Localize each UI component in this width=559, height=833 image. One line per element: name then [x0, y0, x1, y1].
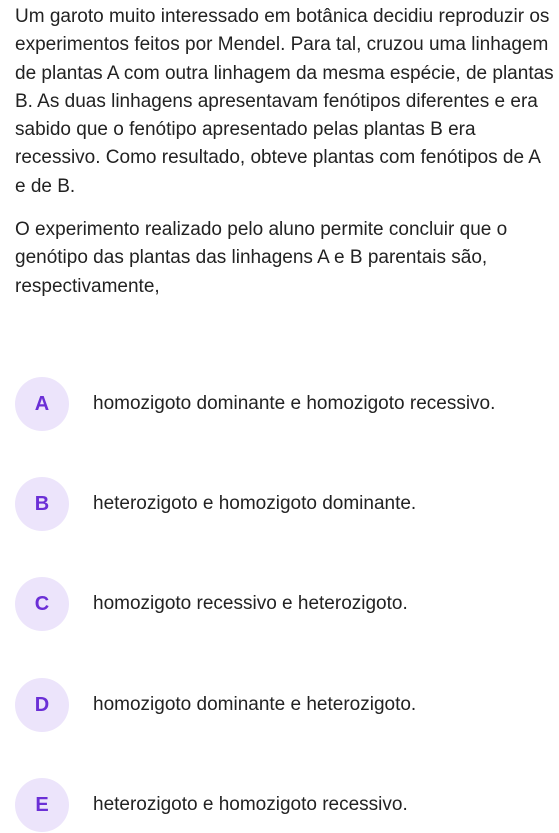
option-b-letter-badge: B: [15, 477, 69, 531]
option-c[interactable]: [15, 576, 550, 632]
option-c-letter-badge: C: [15, 577, 69, 631]
option-d-text: homozigoto dominante e heterozigoto.: [93, 694, 417, 715]
option-b[interactable]: [15, 476, 550, 532]
option-d-letter-badge: D: [15, 678, 69, 732]
question-paragraph-2: O experimento realizado pelo aluno permite concluir que o genótipo das plantas das linhagens A e B parentais são, respectivamente,: [15, 219, 508, 297]
option-e-text: heterozigoto e homozigoto recessivo.: [93, 794, 408, 815]
option-e-letter-badge: E: [15, 778, 69, 832]
option-a-letter-badge: A: [15, 377, 69, 431]
option-d[interactable]: [15, 677, 550, 733]
option-c-text: homozigoto recessivo e heterozigoto.: [93, 593, 408, 614]
question-paragraph-1: Um garoto muito interessado em botânica decidiu reproduzir os experimentos feitos por Mendel. Para tal, cruzou uma linhagem de plantas A com outra linhagem da mesma espécie, de plantas B. As duas linhagens apresentavam fenótipos diferentes e era sabido que o fenótipo apresentado pelas plantas B era recessivo. Como resultado, obteve plantas com fenótipos de A e de B.: [15, 6, 554, 197]
question-text: [15, 3, 555, 301]
option-a-text: homozigoto dominante e homozigoto recessivo.: [93, 393, 496, 414]
option-b-text: heterozigoto e homozigoto dominante.: [93, 493, 417, 514]
option-a[interactable]: [15, 376, 550, 432]
option-e[interactable]: [15, 777, 550, 833]
